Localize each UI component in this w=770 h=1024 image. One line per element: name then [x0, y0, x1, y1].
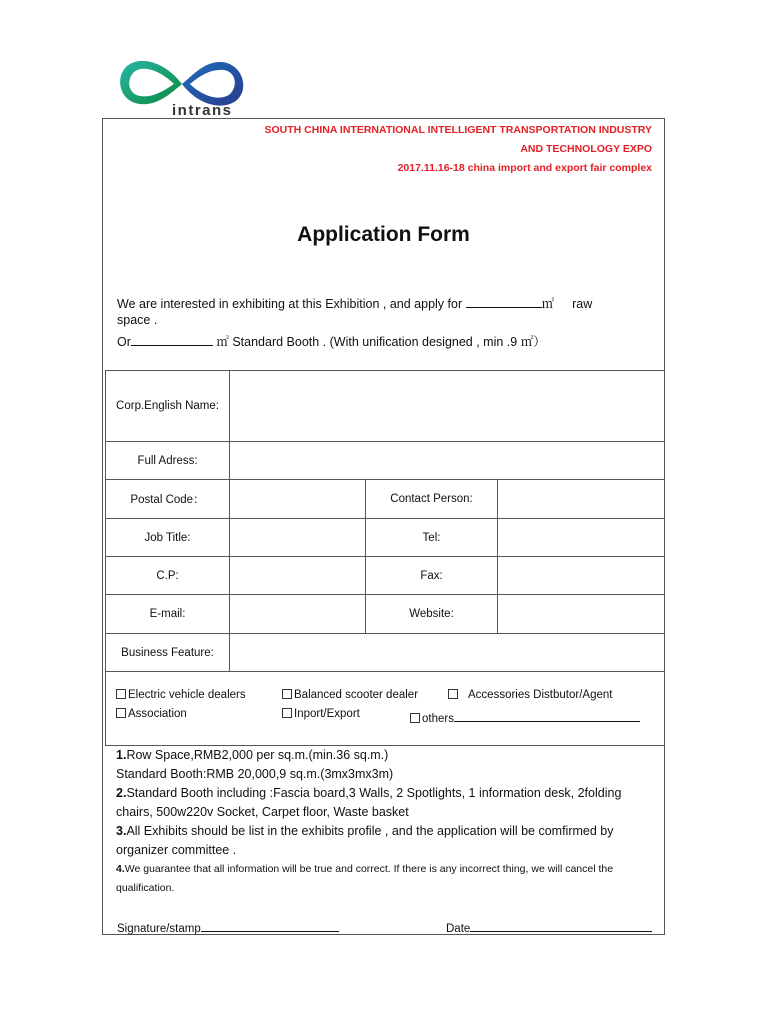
- date-label: Date: [446, 923, 471, 935]
- business-feature-label: Business Feature:: [106, 634, 230, 672]
- expo-date-venue: 2017.11.16-18 china import and export fair complex: [397, 162, 652, 174]
- signature-blank[interactable]: [201, 918, 339, 932]
- checkbox[interactable]: [282, 708, 292, 718]
- corp-name-label: Corp.English Name:: [106, 371, 230, 442]
- fax-input[interactable]: [498, 557, 664, 595]
- option-label: Association: [128, 708, 187, 720]
- postal-code-label: Postal Code：: [106, 480, 230, 519]
- import-export-option[interactable]: [282, 708, 360, 720]
- note-text: All Exhibits should be list in the exhibits profile , and the application will be comfirmed by organizer committee .: [116, 824, 614, 857]
- balanced-scooter-option[interactable]: [282, 689, 418, 701]
- note-text: Standard Booth including :Fascia board,3 Walls, 2 Spotlights, 1 information desk, 2folding chairs, 500w220v Socket, Carpet floor, Waste basket: [116, 786, 622, 819]
- standard-booth-blank[interactable]: [131, 332, 213, 346]
- intro-booth-text: ㎡ Standard Booth . (With unification designed , min .9 ㎡）: [212, 335, 546, 349]
- signature-field[interactable]: [117, 918, 339, 935]
- full-address-input[interactable]: [230, 442, 664, 480]
- note-1: [116, 746, 656, 765]
- date-field[interactable]: [446, 918, 652, 935]
- date-blank[interactable]: [470, 918, 652, 932]
- expo-title-line2: AND TECHNOLOGY EXPO: [520, 143, 652, 155]
- fax-label: Fax:: [366, 557, 498, 595]
- email-label: E-mail:: [106, 595, 230, 634]
- full-address-label: Full Adress:: [106, 442, 230, 480]
- company-info-table: [105, 370, 665, 746]
- note-number: 1.: [116, 748, 127, 762]
- cp-input[interactable]: [230, 557, 366, 595]
- note-2: [116, 784, 656, 822]
- job-title-label: Job Title:: [106, 519, 230, 557]
- association-option[interactable]: [116, 708, 187, 720]
- intro-or: Or: [117, 335, 131, 349]
- others-option[interactable]: [410, 708, 640, 725]
- note-number: 2.: [116, 786, 127, 800]
- note-number: 4.: [116, 863, 125, 875]
- option-label: Inport/Export: [294, 708, 360, 720]
- tel-label: Tel:: [366, 519, 498, 557]
- cp-label: C.P:: [106, 557, 230, 595]
- intro-text-b: raw: [572, 297, 593, 311]
- tel-input[interactable]: [498, 519, 664, 557]
- corp-name-input[interactable]: [230, 371, 664, 442]
- website-input[interactable]: [498, 595, 664, 634]
- note-number: 3.: [116, 824, 127, 838]
- intro-line1: [117, 294, 592, 312]
- electric-vehicle-option[interactable]: [116, 689, 246, 701]
- expo-title-line1: SOUTH CHINA INTERNATIONAL INTELLIGENT TRANSPORTATION INDUSTRY: [264, 124, 652, 136]
- intro-line3: [117, 332, 546, 350]
- note-1b: Standard Booth:RMB 20,000,9 sq.m.(3mx3mx3m): [116, 767, 394, 781]
- notes-section: [116, 746, 656, 898]
- contact-person-label: Contact Person:: [366, 480, 498, 519]
- option-label: Balanced scooter dealer: [294, 689, 419, 701]
- website-label: Website:: [366, 595, 498, 634]
- option-label: others: [422, 713, 454, 725]
- postal-code-input[interactable]: [230, 480, 366, 519]
- job-title-input[interactable]: [230, 519, 366, 557]
- note-text: Row Space,RMB2,000 per sq.m.(min.36 sq.m.): [126, 748, 389, 762]
- accessories-option[interactable]: [448, 689, 612, 701]
- intro-line2: space .: [117, 313, 158, 327]
- checkbox[interactable]: [410, 713, 420, 723]
- note-3: [116, 822, 656, 860]
- others-blank[interactable]: [454, 708, 640, 722]
- checkbox[interactable]: [116, 708, 126, 718]
- logo-text: intrans: [172, 102, 233, 119]
- option-label: Accessories Distbutor/Agent: [468, 689, 613, 701]
- sqm-unit: ㎡: [541, 297, 555, 311]
- raw-space-blank[interactable]: [466, 294, 542, 308]
- option-label: Electric vehicle dealers: [128, 689, 246, 701]
- note-text: We guarantee that all information will be true and correct. If there is any incorrect thing, we will cancel the qualification.: [116, 863, 614, 894]
- note-4: [116, 860, 656, 898]
- signature-label: Signature/stamp: [117, 923, 201, 935]
- business-feature-input[interactable]: [230, 634, 664, 672]
- intro-text-a: We are interested in exhibiting at this Exhibition , and apply for: [117, 297, 466, 311]
- form-title: Application Form: [297, 223, 470, 246]
- contact-person-input[interactable]: [498, 480, 664, 519]
- checkbox[interactable]: [282, 689, 292, 699]
- form-frame: [102, 118, 665, 935]
- email-input[interactable]: [230, 595, 366, 634]
- checkbox[interactable]: [448, 689, 458, 699]
- checkbox[interactable]: [116, 689, 126, 699]
